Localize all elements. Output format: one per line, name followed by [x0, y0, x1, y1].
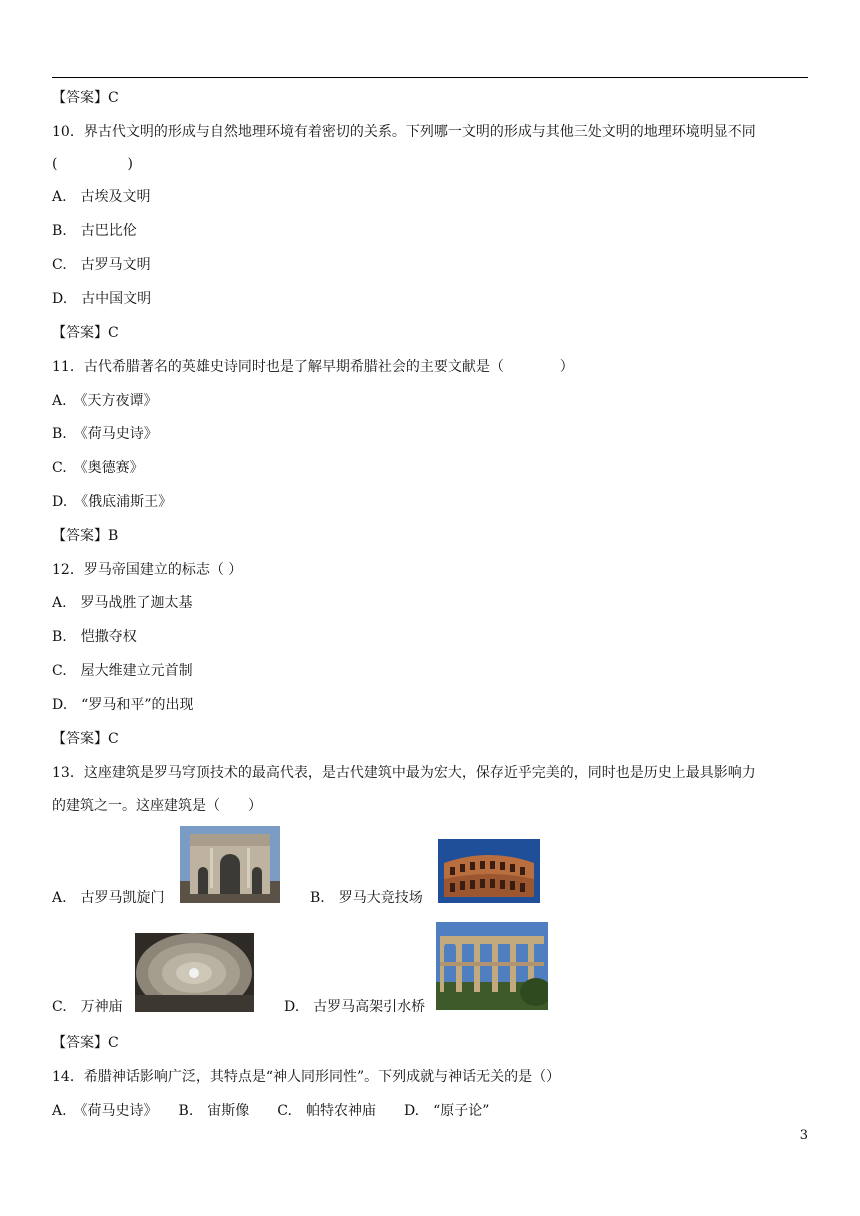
q13-option-d: D. 古罗马高架引水桥 [284, 999, 426, 1015]
q12-option-c: C. 屋大维建立元首制 [52, 663, 193, 679]
q11-option-c: C. 《奥德赛》 [52, 460, 144, 476]
q10-option-b: B. 古巴比伦 [52, 223, 137, 239]
aqueduct-image [436, 922, 548, 1010]
arch-of-triumph-image [180, 826, 280, 903]
question-10-blank: ( ) [52, 156, 133, 172]
q12-option-b: B. 恺撒夺权 [52, 629, 137, 645]
question-10-text: 10．界古代文明的形成与自然地理环境有着密切的关系。下列哪一文明的形成与其他三处文明的地理环境明显不同 [52, 124, 756, 140]
q13-option-a: A. 古罗马凯旋门 [52, 890, 165, 906]
q10-option-d: D. 古中国文明 [52, 291, 152, 307]
q11-option-d: D. 《俄底浦斯王》 [52, 494, 173, 510]
pantheon-image [135, 933, 254, 1012]
q10-option-a: A. 古埃及文明 [52, 189, 151, 205]
question-14-text: 14．希腊神话影响广泛，其特点是“神人同形同性”。下列成就与神话无关的是（） [52, 1069, 561, 1085]
q12-option-a: A. 罗马战胜了迦太基 [52, 595, 193, 611]
q13-option-b: B. 罗马大竞技场 [310, 890, 423, 906]
answer-12: 【答案】C [52, 731, 119, 747]
question-13-text: 13．这座建筑是罗马穹顶技术的最高代表，是古代建筑中最为宏大，保存近乎完美的，同时也是历史上最具影响力 [52, 765, 756, 781]
question-12-text: 12．罗马帝国建立的标志（ ） [52, 562, 243, 578]
q14-options: A. 《荷马史诗》 B. 宙斯像 C. 帕特农神庙 D. “原子论” [52, 1103, 490, 1119]
page-number: 3 [799, 1128, 808, 1143]
header-rule [52, 77, 808, 78]
q11-option-b: B. 《荷马史诗》 [52, 426, 158, 442]
question-11-text: 11．古代希腊著名的英雄史诗同时也是了解早期希腊社会的主要文献是（ ） [52, 359, 574, 375]
q12-option-d: D. “罗马和平”的出现 [52, 697, 194, 713]
q10-option-c: C. 古罗马文明 [52, 257, 151, 273]
answer-10: 【答案】C [52, 325, 119, 341]
answer-13: 【答案】C [52, 1035, 119, 1051]
answer-11: 【答案】B [52, 528, 119, 544]
question-13-text-cont: 的建筑之一。这座建筑是（ ） [52, 798, 262, 814]
answer-9: 【答案】C [52, 90, 119, 106]
q13-option-c: C. 万神庙 [52, 999, 123, 1015]
q11-option-a: A. 《天方夜谭》 [52, 393, 158, 409]
colosseum-image [438, 839, 540, 903]
